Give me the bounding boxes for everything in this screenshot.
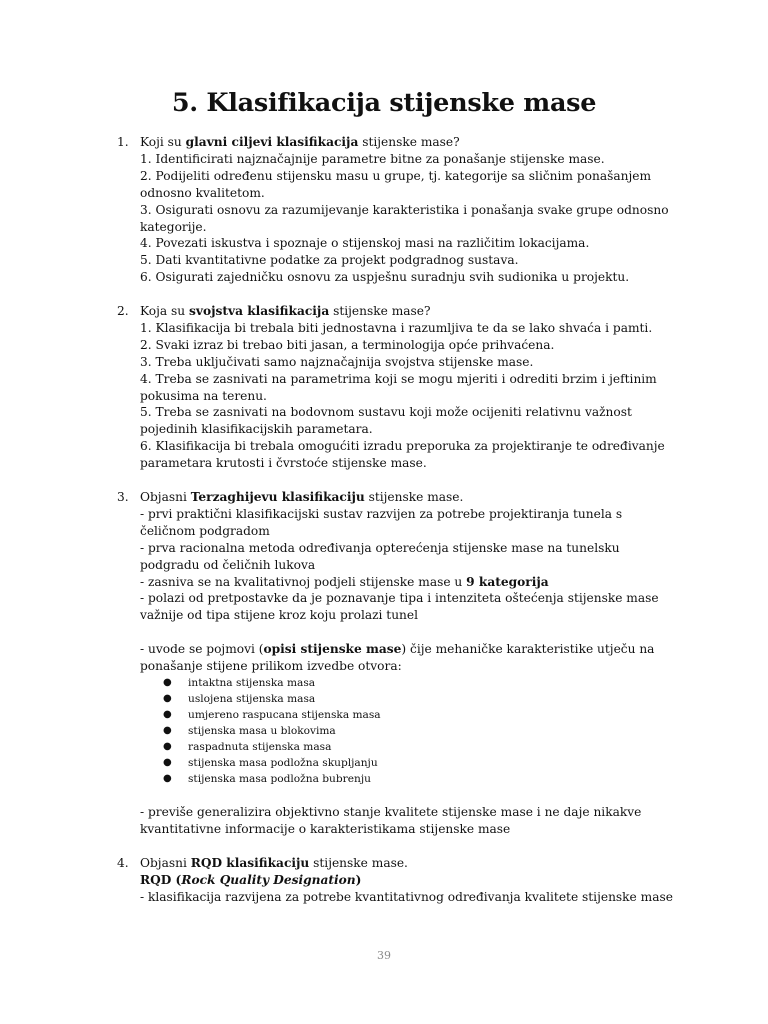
bullet-icon: ● — [163, 757, 172, 769]
bullet-icon: ● — [163, 725, 172, 737]
bullet-icon: ● — [163, 693, 172, 705]
answer-paragraph: - uvode se pojmovi (opisi stijenske mase) čije mehaničke karakteristike utječu na ponašanje stijene prilikom izvedbe otvora: — [140, 642, 655, 674]
answer-line: 5. Treba se zasnivati na bodovnom sustavu koji može ocijeniti relativnu važnost — [140, 405, 632, 420]
answer-line: parametara krutosti i čvrstoće stijenske mase. — [140, 456, 427, 471]
list-item: ● intaktna stijenska masa — [163, 677, 316, 690]
answer-paragraph: - previše generalizira objektivno stanje kvalitete stijenske mase i ne daje nikakve kvantitativne informacije o karakteristikama stijenske mase — [140, 805, 642, 836]
question-keyword: glavni ciljevi klasifikacija — [185, 135, 359, 149]
answer-paragraph: - polazi od pretpostavke da je poznavanje tipa i intenziteta oštećenja stijenske mase važnije od tipa stijene kroz koju prolazi tunel — [140, 591, 659, 623]
question-1 — [117, 134, 677, 286]
answer-line: odnosno kvalitetom. — [140, 185, 265, 200]
question-keyword: svojstva klasifikacija — [189, 304, 330, 318]
list-item: ● uslojena stijenska masa — [163, 693, 316, 706]
list-item: ● raspadnuta stijenska masa — [163, 741, 332, 754]
answer-paragraph: - prvi praktični klasifikacijski sustav razvijen za potrebe projektiranja tunela s čeličnom podgradom — [140, 506, 623, 538]
rqd-expansion: Rock Quality Designation — [181, 872, 356, 887]
question-number: 3. — [117, 490, 129, 504]
bullet-icon: ● — [163, 741, 172, 753]
question-text: Koja su svojstva klasifikacija stijenske mase? — [140, 304, 431, 318]
question-2 — [117, 303, 677, 472]
list-item: ● stijenska masa u blokovima — [163, 725, 336, 738]
page-number: 39 — [377, 949, 391, 962]
question-4 — [117, 855, 677, 906]
question-keyword: Terzaghijevu klasifikaciju — [190, 490, 365, 504]
question-number: 4. — [117, 856, 129, 870]
answer-line: 2. Svaki izraz bi trebao biti jasan, a terminologija opće prihvaćena. — [140, 337, 555, 352]
answer-line: 2. Podijeliti određenu stijensku masu u grupe, tj. kategorije sa sličnim ponašanjem — [140, 168, 652, 183]
answer-line: 6. Osigurati zajedničku osnovu za uspješnu suradnju svih sudionika u projektu. — [140, 270, 630, 285]
answer-paragraph: - zasniva se na kvalitativnoj podjeli stijenske mase u 9 kategorija — [140, 574, 549, 589]
bullet-icon: ● — [163, 773, 172, 785]
list-item: ● stijenska masa podložna bubrenju — [163, 773, 371, 786]
page-title: 5. Klasifikacija stijenske mase — [171, 88, 597, 118]
bullet-list — [163, 675, 677, 787]
question-text: Objasni RQD klasifikaciju stijenske mase. — [140, 856, 408, 870]
answer-line: kategorije. — [140, 219, 207, 234]
question-text: Objasni Terzaghijevu klasifikaciju stijenske mase. — [140, 490, 464, 504]
answer-line: 3. Treba uključivati samo najznačajnija svojstva stijenske mase. — [140, 354, 534, 369]
answer-line: 4. Povezati iskustva i spoznaje o stijenskoj masi na različitim lokacijama. — [140, 236, 590, 251]
bullet-icon: ● — [163, 677, 172, 689]
bullet-icon: ● — [163, 709, 172, 721]
answer-line: pokusima na terenu. — [140, 388, 267, 403]
question-number: 2. — [117, 304, 129, 318]
list-item: ● stijenska masa podložna skupljanju — [163, 757, 378, 770]
question-text: Koji su glavni ciljevi klasifikacija stijenske mase? — [140, 135, 460, 149]
question-number: 1. — [117, 135, 129, 149]
category-count: 9 kategorija — [466, 574, 549, 589]
answer-line: 3. Osigurati osnovu za razumijevanje karakteristika i ponašanja svake grupe odnosno — [140, 202, 669, 217]
list-item: ● umjereno raspucana stijenska masa — [163, 709, 381, 722]
rqd-heading: RQD (Rock Quality Designation) — [140, 872, 362, 887]
answer-line: pojedinih klasifikacijskih parametara. — [140, 422, 373, 437]
answer-line: 1. Identificirati najznačajnije parametre bitne za ponašanje stijenske mase. — [140, 151, 605, 166]
question-3 — [117, 489, 677, 838]
answer-line: 4. Treba se zasnivati na parametrima koji se mogu mjeriti i odrediti brzim i jeftinim — [140, 371, 657, 386]
answer-line: 5. Dati kvantitativne podatke za projekt podgradnog sustava. — [140, 253, 519, 268]
answer-line: - klasifikacija razvijena za potrebe kvantitativnog određivanja kvalitete stijenske mase — [140, 889, 673, 904]
question-keyword: RQD klasifikaciju — [190, 856, 310, 870]
answer-line: 1. Klasifikacija bi trebala biti jednostavna i razumljiva te da se lako shvaća i pamti. — [140, 320, 653, 335]
answer-line: 6. Klasifikacija bi trebala omogućiti izradu preporuka za projektiranje te određivanje — [140, 439, 665, 454]
answer-paragraph: - prva racionalna metoda određivanja opterećenja stijenske mase na tunelsku podgradu od čeličnih lukova — [140, 540, 620, 572]
rock-mass-descriptions-term: opisi stijenske mase — [263, 642, 402, 657]
